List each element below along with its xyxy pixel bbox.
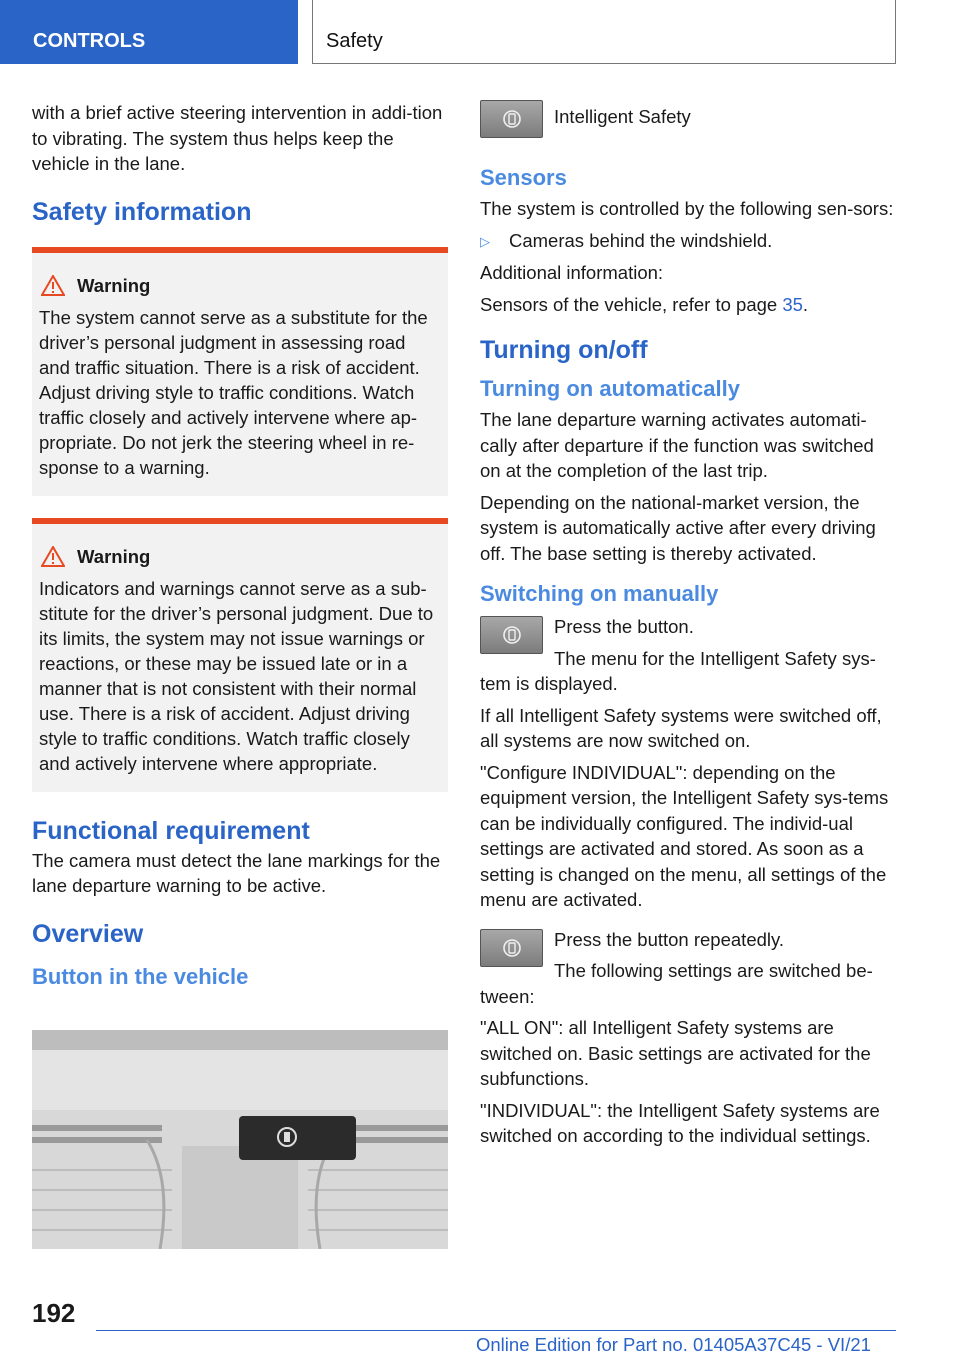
press-button-text: Press the button. (554, 616, 694, 637)
overview-heading: Overview (32, 919, 144, 948)
warning-box-2 (32, 518, 448, 792)
triangle-bullet-icon: ▷ (480, 233, 490, 249)
sensors-text: The system is controlled by the following sen-sors: (480, 198, 894, 219)
intelligent-safety-icon (480, 616, 543, 654)
warning-title: Warning (77, 274, 151, 296)
warning-text: The system cannot serve as a substitute for the driver’s personal judgment in assessing road and traffic situation. There is a risk of accident. Adjust driving style to traffic conditions. Watch traffic closely and actively intervene where ap-propriate. Do not jerk the steering wheel in re-sponse to a warning. (39, 306, 428, 478)
page-number: 192 (32, 1298, 76, 1328)
press-repeatedly-text: Press the button repeatedly. (554, 928, 785, 950)
edition-text: Online Edition for Part no. 01405A37C45 - VI/21 (476, 1334, 871, 1355)
right-column (480, 100, 896, 1155)
functional-requirement-heading: Functional requirement (32, 816, 310, 845)
configure-individual-text: "Configure INDIVIDUAL": depending on the equipment version, the Intelligent Safety sys-tems can be individually configured. The individ-ual settings are activated and stored. As soon as a setting is changed on the menu, all settings of the menu are activated. (480, 761, 889, 910)
sensors-heading: Sensors (480, 165, 567, 190)
section-tab (0, 0, 298, 64)
press-button-row (480, 614, 896, 671)
chapter-tab (312, 0, 896, 64)
vehicle-button-illustration (32, 1030, 448, 1249)
warning-text: Indicators and warnings cannot serve as a sub-stitute for the driver’s personal judgment. Due to its limits, the system may not issue warnings or reactions, or these may be issued late or in a manner that is not consistent with their normal use. There is a risk of accident. Adjust driving style to traffic conditions. Watch traffic closely and actively intervene where appropriate. (39, 577, 434, 774)
functional-requirement-text: The camera must detect the lane markings for the lane departure warning to be active. (32, 849, 441, 896)
switched-between-text-b: tween: (480, 985, 535, 1007)
press-repeatedly-row (480, 927, 896, 984)
footer-divider (96, 1330, 896, 1331)
additional-info-label: Additional information: (480, 262, 664, 283)
turning-on-automatically-heading: Turning on automatically (480, 376, 740, 401)
menu-displayed-text-a: The menu for the Intelligent Safety sys- (554, 647, 876, 669)
switching-on-manually-heading: Switching on manually (480, 581, 719, 606)
warning-box-1 (32, 247, 448, 496)
intelligent-safety-label: Intelligent Safety (554, 106, 691, 127)
auto-text-2: Depending on the national-market version, the system is automatically active after every driving off. The base setting is thereby activated. (480, 491, 876, 564)
warning-title: Warning (77, 545, 151, 567)
intelligent-safety-row (480, 100, 896, 138)
safety-information-heading: Safety information (32, 197, 252, 226)
all-on-text: "ALL ON": all Intelligent Safety systems are switched on. Basic settings are activated for the subfunctions. (480, 1017, 871, 1089)
section-label: CONTROLS (33, 30, 146, 52)
button-in-vehicle-heading: Button in the vehicle (32, 963, 249, 989)
left-column (32, 100, 448, 995)
reference-text: Sensors of the vehicle, refer to page (480, 293, 783, 315)
intro-paragraph: with a brief active steering intervention in addi-tion to vibrating. The system thus helps keep the vehicle in the lane. (32, 102, 443, 174)
intelligent-safety-icon (480, 100, 543, 138)
page-reference-link[interactable]: 35 (782, 293, 803, 315)
intelligent-safety-icon (480, 929, 543, 967)
auto-text-1: The lane departure warning activates automati-cally after departure if the function was switched on at the completion of the last trip. (480, 409, 874, 481)
warning-triangle-icon (41, 546, 65, 567)
sensor-bullet-text: Cameras behind the windshield. (509, 229, 773, 251)
switched-between-text-a: The following settings are switched be- (554, 960, 873, 981)
turning-on-off-heading: Turning on/off (480, 336, 648, 364)
warning-triangle-icon (41, 275, 65, 296)
chapter-label: Safety (326, 30, 383, 52)
reference-suffix: . (802, 293, 809, 315)
individual-text: "INDIVIDUAL": the Intelligent Safety systems are switched on according to the individual settings. (480, 1099, 880, 1146)
all-off-text: If all Intelligent Safety systems were switched off, all systems are now switched on. (480, 704, 882, 751)
sensors-reference (480, 292, 896, 318)
menu-displayed-text-b: tem is displayed. (480, 673, 618, 694)
list-item (480, 228, 896, 255)
